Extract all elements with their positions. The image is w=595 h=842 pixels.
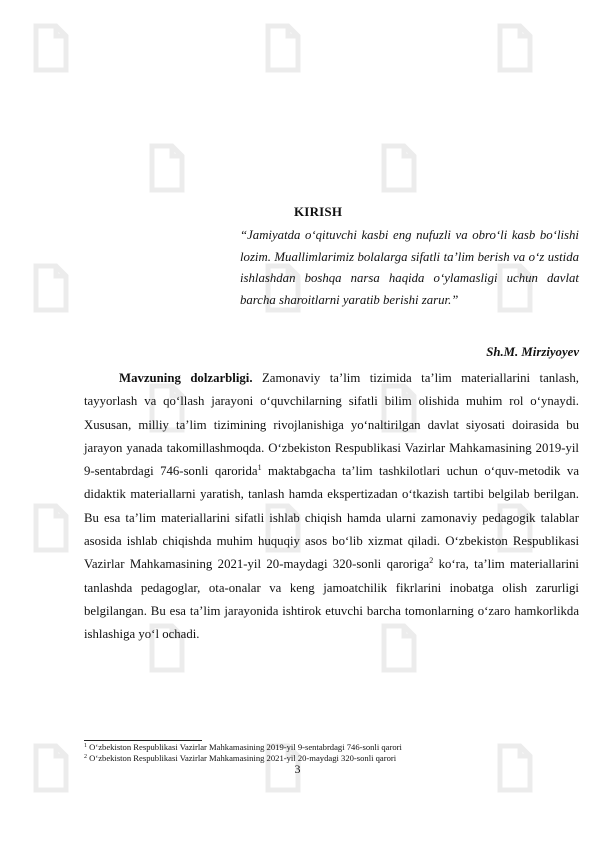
paragraph-lead: Mavzuning dolzarbligi. xyxy=(119,371,253,385)
document-watermark-icon xyxy=(22,500,78,556)
paragraph-text-part1: Zamonaviy ta’lim tizimida ta’lim materiallarini tanlash, tayyorlash va qo‘llash jarayoni o‘quvchilarning sifatli bilim olishida muhim rol o‘ynaydi. Xususan, milliy ta’lim tizimining rivojlanishiga yo‘naltirilgan davlat siyosati doirasida bu jarayon yanada takomillashmoqda. O‘zbekiston Respublikasi Vazirlar Mahkamasining 2019-yil 9-sentabrdagi 746-sonli qarorida xyxy=(84,371,579,479)
document-watermark-icon xyxy=(22,260,78,316)
document-watermark-icon xyxy=(370,140,426,196)
paragraph-text-part3: ko‘ra, ta’lim materiallarini tanlashda pedagoglar, ota-onalar va keng jamoatchilik fikrlarini inobatga olish zarurligi belgilangan. Bu esa ta’lim jarayonida ishtirok etuvchi barcha tomonlarning o‘zaro hamkorlikda ishlashiga yo‘l ochadi. xyxy=(84,557,579,642)
footnote-number: 2 xyxy=(84,754,87,760)
footnote-divider xyxy=(84,740,202,741)
footnote-number: 1 xyxy=(84,743,87,749)
document-watermark-icon xyxy=(254,20,310,76)
footnotes xyxy=(84,742,402,764)
page-number: 3 xyxy=(294,762,301,776)
footnote-text: O‘zbekiston Respublikasi Vazirlar Mahkamasining 2021-yil 20-maydagi 320-sonli qarori xyxy=(87,753,397,763)
footnote-item xyxy=(84,742,402,753)
paragraph-text-part2: maktabgacha ta’lim tashkilotlari uchun o‘quv-metodik va didaktik materiallarni yaratish, tanlash hamda ekspertizadan o‘tkazish tartibi belgilab berilgan. Bu esa ta’lim materiallarini sifatli ishlab chiqish hamda ularni zamonaviy pedagogik talablar asosida ishlab chiqishda muhim huquqiy asos bo‘lib xizmat qiladi. O‘zbekiston Respublikasi Vazirlar Mahkamasining 2021-yil 20-maydagi 320-sonli qaroriga xyxy=(84,464,580,572)
document-watermark-icon xyxy=(486,20,542,76)
epigraph-quote: “Jamiyatda o‘qituvchi kasbi eng nufuzli va obro‘li kasb bo‘lishi lozim. Muallimlarimiz bolalarga sifatli ta’lim berish va o‘z ustida ishlashdan boshqa narsa haqida o‘ylamasligi uchun davlat barcha sharoitlarni yaratib berishi zarur.” xyxy=(240,228,579,307)
document-watermark-icon xyxy=(22,20,78,76)
epigraph-author: Sh.M. Mirziyoyev xyxy=(486,345,579,359)
footnote-ref-2[interactable]: 2 xyxy=(429,556,434,566)
footnote-ref-1[interactable]: 1 xyxy=(257,463,262,473)
section-heading: KIRISH xyxy=(294,204,343,219)
document-watermark-icon xyxy=(138,140,194,196)
body-paragraph xyxy=(84,367,579,647)
footnote-text: O‘zbekiston Respublikasi Vazirlar Mahkamasining 2019-yil 9-sentabrdagi 746-sonli qarori xyxy=(87,742,402,752)
